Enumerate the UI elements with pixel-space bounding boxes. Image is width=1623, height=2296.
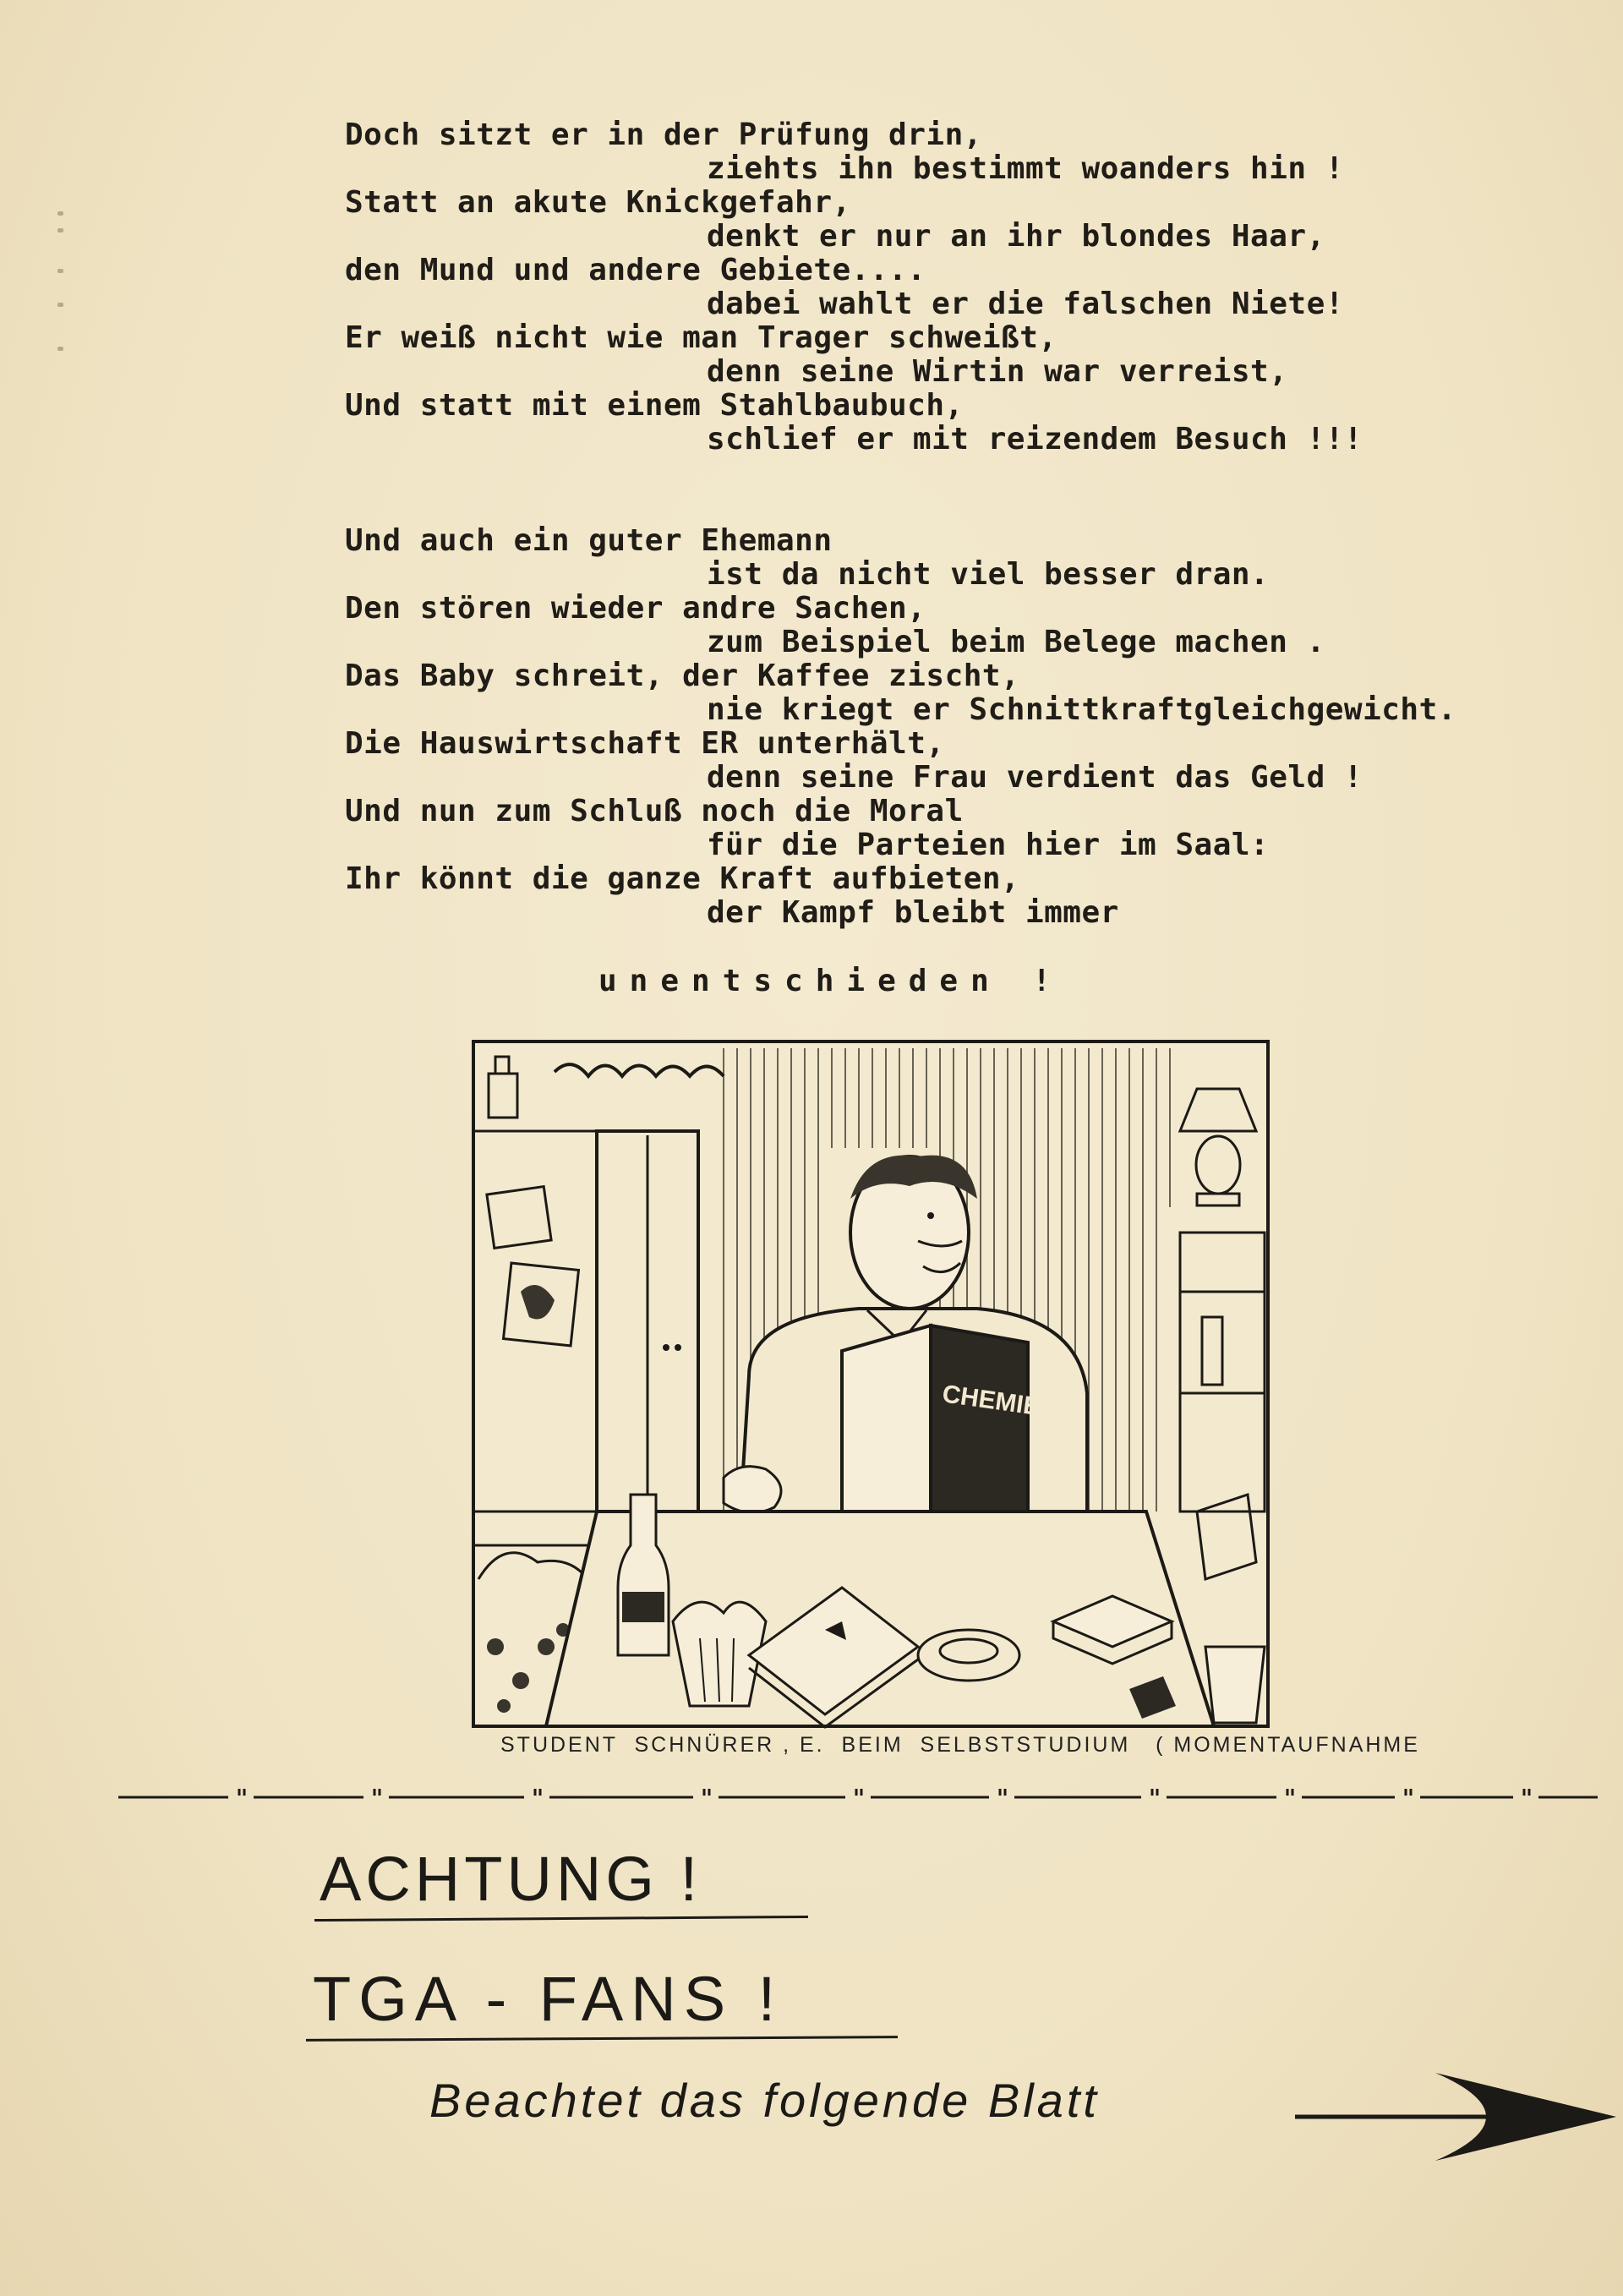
- poem-line: Den stören wieder andre Sachen,: [345, 591, 926, 626]
- poem-line: denn seine Wirtin war verreist,: [707, 354, 1288, 389]
- notice-heading-achtung: ACHTUNG !: [320, 1844, 702, 1914]
- poem-final-word: unentschieden !: [598, 964, 1064, 998]
- poem-line: Und auch ein guter Ehemann: [345, 523, 833, 558]
- dashed-separator: [118, 1785, 1598, 1806]
- poem-line: Die Hauswirtschaft ER unterhält,: [345, 726, 945, 761]
- cartoon-illustration: [470, 1038, 1271, 1730]
- poem-stanza-1: [345, 118, 1545, 456]
- punch-mark: [57, 303, 63, 307]
- poem-line: den Mund und andere Gebiete....: [345, 253, 926, 287]
- poem-line: ist da nicht viel besser dran.: [707, 557, 1270, 592]
- poem-line: Ihr könnt die ganze Kraft aufbieten,: [345, 861, 1020, 896]
- poem: [345, 118, 1545, 930]
- poem-line: Und nun zum Schluß noch die Moral: [345, 794, 964, 828]
- notice-subline: Beachtet das folgende Blatt: [429, 2074, 1100, 2127]
- poem-line: nie kriegt er Schnittkraftgleichgewicht.: [707, 692, 1456, 727]
- poem-line: Er weiß nicht wie man Trager schweißt,: [345, 320, 1057, 355]
- poem-line: schlief er mit reizendem Besuch !!!: [707, 422, 1363, 456]
- right-arrow-icon: [1292, 2069, 1616, 2164]
- poem-line: Doch sitzt er in der Prüfung drin,: [345, 118, 982, 152]
- book-title: CHEMIE: [940, 1380, 1042, 1422]
- punch-mark: [57, 347, 63, 351]
- poem-line: der Kampf bleibt immer: [707, 895, 1119, 930]
- poem-line: für die Parteien hier im Saal:: [707, 828, 1270, 862]
- punch-mark: [57, 228, 63, 232]
- heading-underline: [314, 1916, 808, 1922]
- poem-line: denkt er nur an ihr blondes Haar,: [707, 219, 1325, 254]
- poem-line: denn seine Frau verdient das Geld !: [707, 760, 1363, 795]
- poem-line: ziehts ihn bestimmt woanders hin !: [707, 151, 1344, 186]
- stanza-gap: [345, 456, 1545, 524]
- poem-line: dabei wahlt er die falschen Niete!: [707, 287, 1344, 321]
- poem-line: zum Beispiel beim Belege machen .: [707, 625, 1325, 659]
- poem-stanza-2: [345, 524, 1545, 930]
- heading-underline: [306, 2036, 898, 2042]
- poem-line: Statt an akute Knickgefahr,: [345, 185, 851, 220]
- punch-mark: [57, 269, 63, 273]
- punch-mark: [57, 211, 63, 216]
- illustration-caption: STUDENT SCHNÜRER , E. BEIM SELBSTSTUDIUM ( MOMENTAUFNAHME: [500, 1733, 1420, 1757]
- poem-line: Das Baby schreit, der Kaffee zischt,: [345, 659, 1020, 693]
- poem-line: Und statt mit einem Stahlbaubuch,: [345, 388, 964, 423]
- notice-heading-tga-fans: TGA - FANS !: [313, 1964, 784, 2034]
